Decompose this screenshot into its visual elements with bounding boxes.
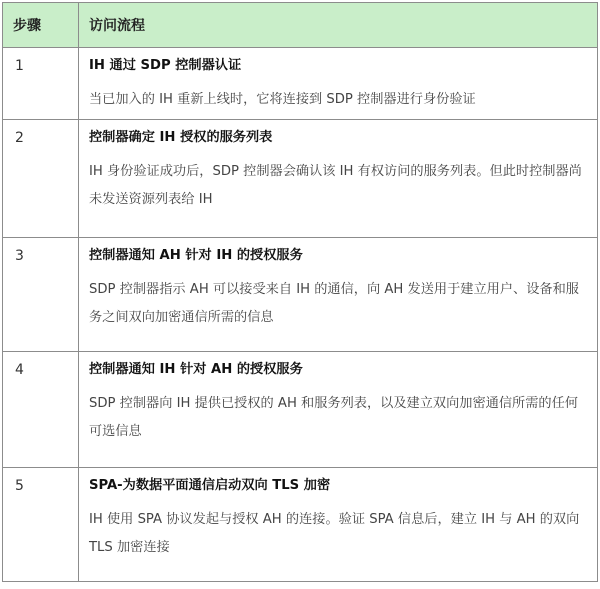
- process-cell: [79, 352, 598, 468]
- process-description: IH 使用 SPA 协议发起与授权 AH 的连接。验证 SPA 信息后，建立 IH 与 AH 的双向 TLS 加密连接: [89, 512, 580, 555]
- step-number: 2: [3, 120, 79, 238]
- process-cell: [79, 48, 598, 120]
- table-row: [3, 352, 598, 468]
- process-title: IH 通过 SDP 控制器认证: [89, 58, 242, 73]
- table-row: [3, 120, 598, 238]
- step-number: 4: [3, 352, 79, 468]
- process-description: SDP 控制器指示 AH 可以接受来自 IH 的通信，向 AH 发送用于建立用户、设备和服务之间双向加密通信所需的信息: [89, 282, 579, 325]
- process-title: 控制器通知 IH 针对 AH 的授权服务: [89, 362, 303, 377]
- access-flow-table: [2, 2, 598, 582]
- process-description: 当已加入的 IH 重新上线时，它将连接到 SDP 控制器进行身份验证: [89, 92, 476, 107]
- process-title: 控制器确定 IH 授权的服务列表: [89, 130, 273, 145]
- table-row: [3, 48, 598, 120]
- process-title: 控制器通知 AH 针对 IH 的授权服务: [89, 248, 303, 263]
- table-row: [3, 468, 598, 582]
- process-title: SPA-为数据平面通信启动双向 TLS 加密: [89, 478, 331, 493]
- process-description: SDP 控制器向 IH 提供已授权的 AH 和服务列表，以及建立双向加密通信所需的任何可选信息: [89, 396, 578, 439]
- header-step: 步骤: [3, 3, 79, 48]
- process-description: IH 身份验证成功后，SDP 控制器会确认该 IH 有权访问的服务列表。但此时控制器尚未发送资源列表给 IH: [89, 164, 582, 207]
- step-number: 3: [3, 238, 79, 352]
- header-process: 访问流程: [79, 3, 598, 48]
- table-header-row: [3, 3, 598, 48]
- table-row: [3, 238, 598, 352]
- process-cell: [79, 238, 598, 352]
- process-cell: [79, 120, 598, 238]
- process-cell: [79, 468, 598, 582]
- step-number: 1: [3, 48, 79, 120]
- step-number: 5: [3, 468, 79, 582]
